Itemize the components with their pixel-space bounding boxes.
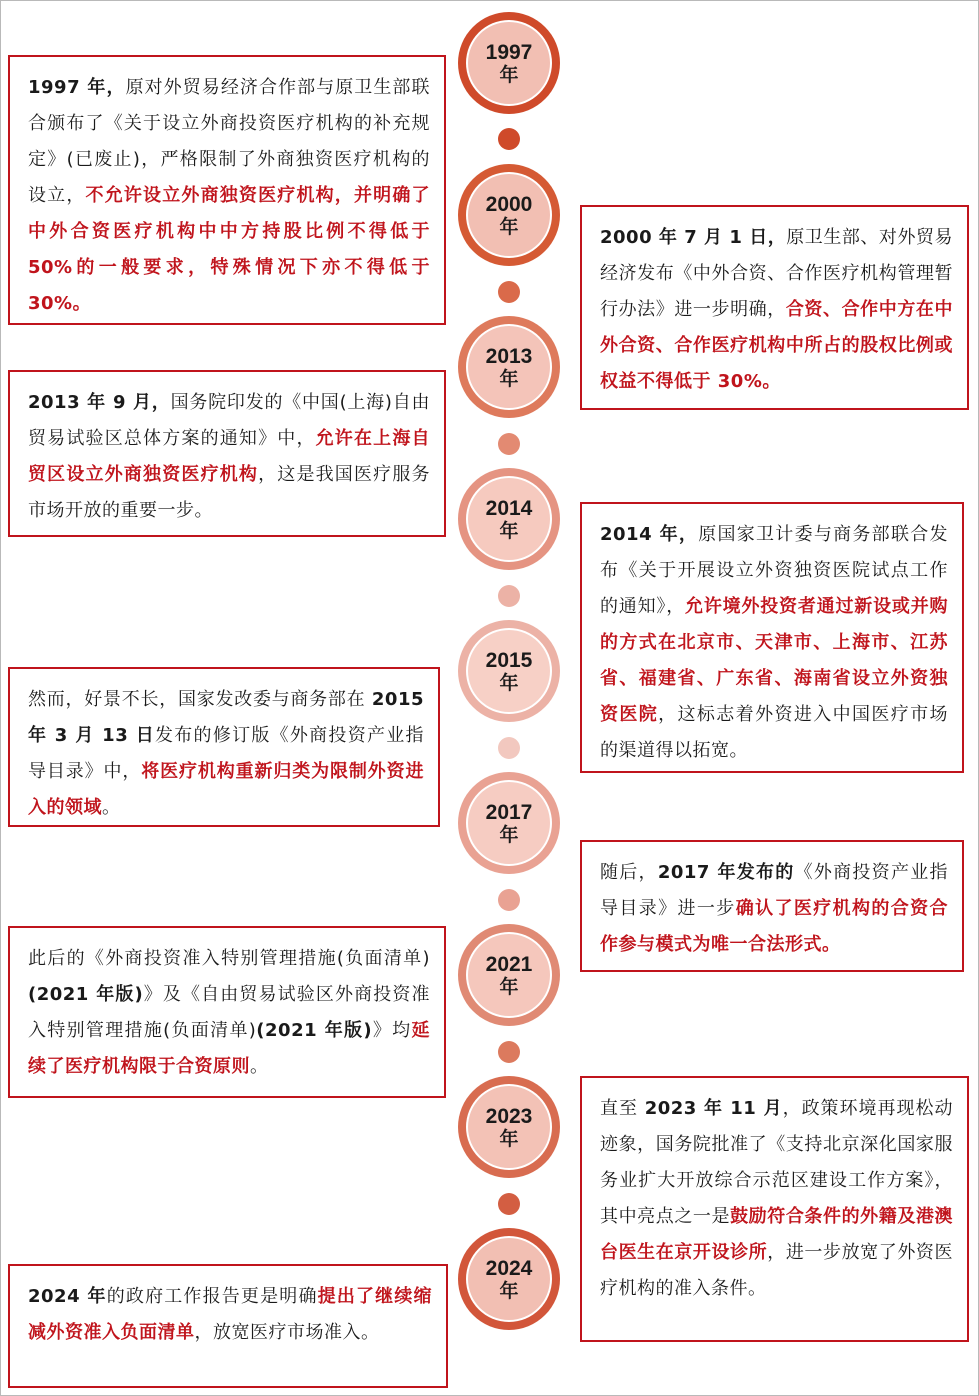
connector-dot bbox=[498, 281, 520, 303]
event-box-2021 bbox=[8, 926, 446, 1098]
event-box-2024 bbox=[8, 1264, 448, 1388]
event-box-2017 bbox=[580, 840, 964, 972]
highlight-text: 允许在上海自贸区设立外商独资医疗机构 bbox=[28, 428, 430, 485]
year-node-2023 bbox=[458, 1076, 560, 1178]
highlight-text: 允许境外投资者通过新设或并购的方式在北京市、天津市、上海市、江苏省、福建省、广东省、海南省设立外资独资医院 bbox=[600, 596, 949, 725]
body-text: ，政策环境再现松动迹象，国务院批准了《支持北京深化国家服务业扩大开放综合示范区建设工作方案》，其中亮点之一是 bbox=[600, 1098, 953, 1227]
connector-dot bbox=[498, 1041, 520, 1063]
year-suffix: 年 bbox=[499, 63, 519, 86]
connector-dot bbox=[498, 889, 520, 911]
year-suffix: 年 bbox=[499, 1279, 519, 1302]
body-text: 。 bbox=[250, 1056, 269, 1077]
year-label: 2023 bbox=[485, 1104, 533, 1128]
body-text: 随后， bbox=[600, 862, 658, 883]
year-suffix: 年 bbox=[499, 519, 519, 542]
year-suffix: 年 bbox=[499, 215, 519, 238]
date-text: 2023 年 11 月 bbox=[644, 1098, 783, 1119]
date-text: 2017 年发布的 bbox=[657, 862, 795, 883]
event-box-2023 bbox=[580, 1076, 969, 1342]
body-text: 》均 bbox=[372, 1020, 412, 1041]
body-text: ，这是我国医疗服务市场开放的重要一步。 bbox=[28, 464, 431, 521]
year-suffix: 年 bbox=[499, 975, 519, 998]
body-text: 》及《自由贸易试验区外商投资准入特别管理措施(负面清单) bbox=[28, 984, 430, 1041]
body-text: 原对外贸易经济合作部与原卫生部联合颁布了《关于设立外商投资医疗机构的补充规定》(已废止)，严格限制了外商独资医疗机构的设立， bbox=[28, 77, 430, 206]
highlight-text: 鼓励符合条件的外籍及港澳台医生在京开设诊所 bbox=[600, 1206, 954, 1263]
connector-dot bbox=[498, 433, 520, 455]
year-label: 2014 bbox=[485, 496, 533, 520]
highlight-text: 延续了医疗机构限于合资原则 bbox=[28, 1020, 430, 1077]
date-text: 2014 年， bbox=[600, 524, 699, 545]
year-node-1997 bbox=[458, 12, 560, 114]
body-text: 直至 bbox=[600, 1098, 645, 1119]
highlight-text: 不允许设立外商独资医疗机构，并明确了中外合资医疗机构中中方持股比例不得低于 50%的一般要求，特殊情况下亦不得低于 30%。 bbox=[28, 185, 431, 314]
year-node-2017 bbox=[458, 772, 560, 874]
date-text: (2021 年版) bbox=[256, 1020, 373, 1041]
date-text: 2024 年 bbox=[28, 1286, 107, 1307]
year-label: 1997 bbox=[485, 40, 533, 64]
highlight-text: 提出了继续缩减外资准入负面清单 bbox=[28, 1286, 433, 1343]
body-text: 《外商投资产业指导目录》进一步 bbox=[600, 862, 949, 919]
year-suffix: 年 bbox=[499, 671, 519, 694]
event-box-1997 bbox=[8, 55, 446, 325]
highlight-text: 确认了医疗机构的合资合作参与模式为唯一合法形式。 bbox=[600, 898, 949, 955]
year-node-2014 bbox=[458, 468, 560, 570]
year-label: 2000 bbox=[485, 192, 533, 216]
event-box-2014 bbox=[580, 502, 964, 773]
body-text: 原卫生部、对外贸易经济发布《中外合资、合作医疗机构管理暂行办法》进一步明确， bbox=[600, 227, 954, 320]
year-label: 2021 bbox=[485, 952, 533, 976]
year-node-2024 bbox=[458, 1228, 560, 1330]
date-text: 2015 年 3 月 13 日 bbox=[28, 689, 424, 746]
body-text: 国务院印发的《中国(上海)自由贸易试验区总体方案的通知》中， bbox=[28, 392, 431, 449]
year-suffix: 年 bbox=[499, 367, 519, 390]
date-text: (2021 年版) bbox=[28, 984, 144, 1005]
connector-dot bbox=[498, 585, 520, 607]
year-node-2015 bbox=[458, 620, 560, 722]
year-label: 2024 bbox=[485, 1256, 533, 1280]
event-box-2015 bbox=[8, 667, 440, 827]
event-box-2000 bbox=[580, 205, 969, 410]
connector-dot bbox=[498, 737, 520, 759]
year-label: 2013 bbox=[485, 344, 533, 368]
highlight-text: 合资、合作中方在中外合资、合作医疗机构中所占的股权比例或权益不得低于 30%。 bbox=[600, 299, 954, 392]
year-node-2000 bbox=[458, 164, 560, 266]
year-suffix: 年 bbox=[499, 1127, 519, 1150]
date-text: 2013 年 9 月， bbox=[28, 392, 171, 413]
body-text: 此后的《外商投资准入特别管理措施(负面清单) bbox=[28, 948, 430, 969]
body-text: ，这标志着外资进入中国医疗市场的渠道得以拓宽。 bbox=[600, 704, 949, 761]
body-text: 发布的修订版《外商投资产业指导目录》中， bbox=[28, 725, 424, 782]
connector-dot bbox=[498, 128, 520, 150]
highlight-text: 将医疗机构重新归类为限制外资进入的领域 bbox=[28, 761, 424, 818]
year-node-2013 bbox=[458, 316, 560, 418]
year-label: 2015 bbox=[485, 648, 533, 672]
year-label: 2017 bbox=[485, 800, 533, 824]
body-text: ，放宽医疗市场准入。 bbox=[194, 1322, 380, 1343]
event-box-2013 bbox=[8, 370, 446, 537]
body-text: 然而，好景不长，国家发改委与商务部在 bbox=[28, 689, 372, 710]
date-text: 2000 年 7 月 1 日， bbox=[600, 227, 787, 248]
body-text: 。 bbox=[102, 797, 121, 818]
year-suffix: 年 bbox=[499, 823, 519, 846]
body-text: 的政府工作报告更是明确 bbox=[106, 1286, 318, 1307]
body-text: 原国家卫计委与商务部联合发布《关于开展设立外资独资医院试点工作的通知》， bbox=[600, 524, 949, 617]
year-node-2021 bbox=[458, 924, 560, 1026]
body-text: ，进一步放宽了外资医疗机构的准入条件。 bbox=[600, 1242, 953, 1299]
connector-dot bbox=[498, 1193, 520, 1215]
date-text: 1997 年， bbox=[28, 77, 126, 98]
